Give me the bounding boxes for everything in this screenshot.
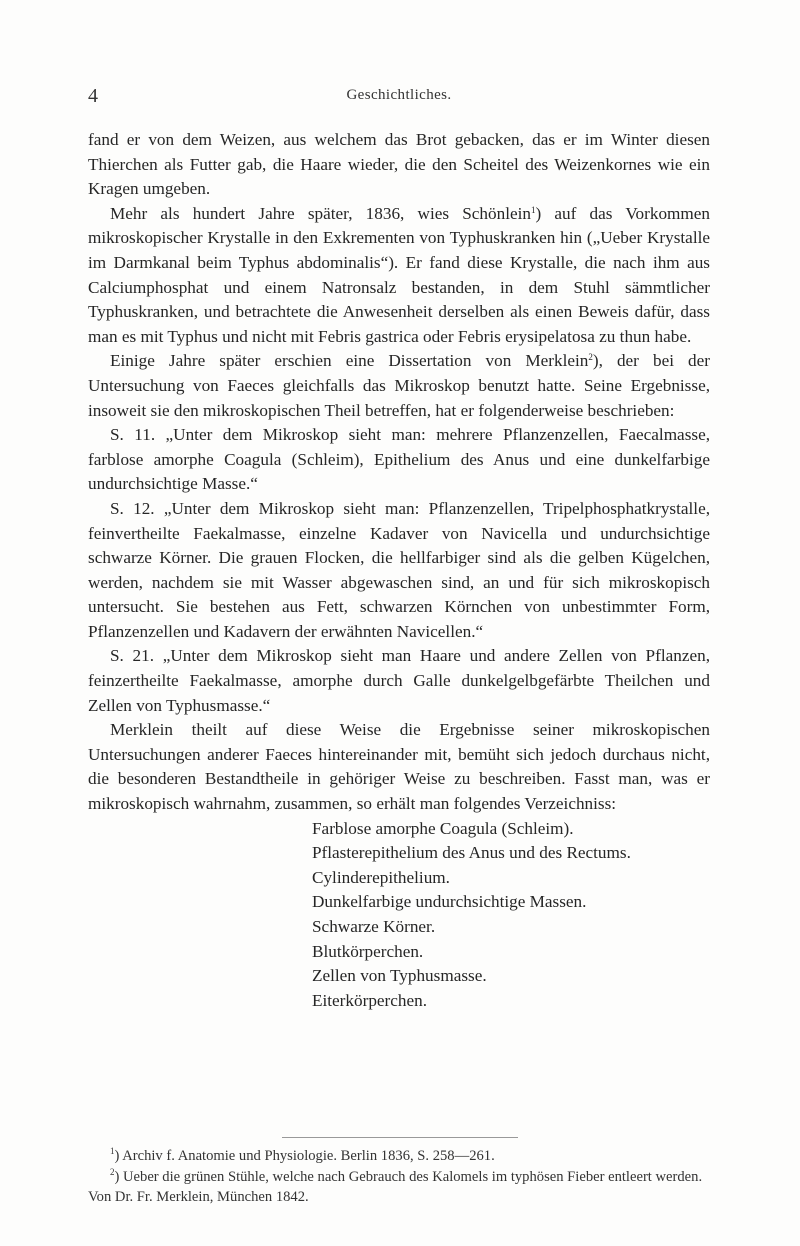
list-item: Farblose amorphe Coagula (Schleim). (312, 818, 574, 838)
running-head: Geschichtliches. (346, 87, 452, 103)
list-item: Schwarze Körner. (312, 917, 436, 936)
footnote-text: ) Ueber die grünen Stühle, welche nach Gebrauch des Kalomels im typhösen Fieber entleert werden. Von Dr. Fr. Merklein, München 1842. (88, 1168, 703, 1206)
paragraph-text: ), der bei der Untersuchung von Faeces gleichfalls das Mikroskop benutzt hatte. Seine Ergebnisse, insoweit sie den mikroskopischen Theil betreffen, hat er folgenderweise beschrieben: (88, 351, 710, 420)
footnote-text: ) Archiv f. Anatomie und Physiologie. Berlin 1836, S. 258—261. (114, 1148, 495, 1164)
footnote-mark: 1 (110, 1146, 115, 1156)
footnote-divider (282, 1137, 518, 1138)
quotation-paragraph: S. 11. „Unter dem Mikroskop sieht man: mehrere Pflanzenzellen, Faecalmasse, farblose amorphe Coagula (Schleim), Epithelium des Anus und eine dunkelfarbige undurchsichtige Masse.“ (88, 425, 710, 494)
footnotes (88, 1146, 710, 1208)
list-item: Dunkelfarbige undurchsichtige Massen. (312, 892, 587, 912)
footnote-ref: 2 (588, 352, 593, 363)
paragraph (88, 202, 710, 350)
footnote-mark: 2 (110, 1166, 115, 1177)
footnote (88, 1146, 710, 1167)
paragraph (88, 349, 710, 423)
list-item: Eiterkörperchen. (312, 990, 428, 1010)
page-header (88, 85, 710, 113)
quotation-paragraph: S. 21. „Unter dem Mikroskop sieht man Haare und andere Zellen von Pflanzen, feinzertheilte Faekalmasse, amorphe durch Galle dunkelgelbgefärbte Theilchen und Zellen von Typhusmasse.“ (88, 646, 710, 715)
list-item: Pflasterepithelium des Anus und des Rectums. (312, 843, 631, 863)
footnote (88, 1167, 710, 1208)
paragraph-text: ) auf das Vorkommen mikroskopischer Krystalle in den Exkrementen von Typhuskranken hin („Ueber Krystalle im Darmkanal beim Typhus abdominalis“). Er fand diese Krystalle, die nach ihm aus Calciumphosphat und einem Natronsalz bestanden, in dem Stuhl sämmtlicher Typhuskranken, und betrachtete die Anwesenheit derselben als einen Beweis dafür, dass man es mit Typhus und nicht mit Febris gastrica oder Febris erysipelatosa zu thun habe. (88, 203, 711, 346)
page-number: 4 (88, 85, 98, 107)
paragraph: Merklein theilt auf diese Weise die Ergebnisse seiner mikroskopischen Untersuchungen anderer Faeces hintereinander mit, bemüht sich jedoch durchaus nicht, die besonderen Bestandtheile in gehöriger Weise zu beschreiben. Fasst man, was er mikroskopisch wahrnahm, zusammen, so erhält man folgendes Verzeichniss: (88, 720, 710, 814)
list-item: Zellen von Typhusmasse. (312, 966, 487, 986)
footnote-ref: 1 (531, 204, 536, 215)
paragraph: fand er von dem Weizen, aus welchem das Brot gebacken, das er im Winter diesen Thierchen als Futter gab, die Haare wieder, die den Scheitel des Weizenkornes wie ein Kragen umgeben. (88, 130, 710, 199)
quotation-paragraph: S. 12. „Unter dem Mikroskop sieht man: Pflanzenzellen, Tripelphosphatkrystalle, feinvertheilte Faekalmasse, einzelne Kadaver von Navicella und undurchsichtige schwarze Körner. Die grauen Flocken, die hellfarbiger sind als die gelben Kügelchen, werden, nachdem sie mit Wasser abgewaschen sind, an und für sich mikroskopisch untersucht. Sie bestehen aus Fett, schwarzen Körnchen von unbestimmter Form, Pflanzenzellen und Kadavern der erwähnten Navicellen.“ (88, 498, 710, 641)
list-item: Cylinderepithelium. (312, 867, 450, 887)
list-item: Blutkörperchen. (312, 941, 424, 961)
findings-list (88, 817, 710, 1014)
paragraph-text: Mehr als hundert Jahre später, 1836, wies Schönlein (110, 203, 531, 223)
paragraph-text: Einige Jahre später erschien eine Dissertation von Merklein (110, 351, 589, 371)
body-text (88, 128, 710, 1013)
